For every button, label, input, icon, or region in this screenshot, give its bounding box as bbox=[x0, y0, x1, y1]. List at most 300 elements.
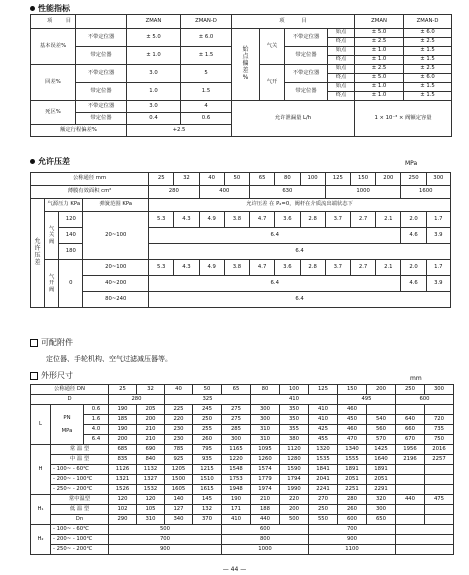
cell: 1615 bbox=[193, 485, 222, 495]
cell: 1555 bbox=[338, 455, 367, 465]
cell: 280 bbox=[109, 395, 165, 405]
cell: 1000 bbox=[222, 545, 309, 555]
cell: L bbox=[31, 405, 51, 445]
cell: 200 bbox=[280, 505, 309, 515]
cell: 685 bbox=[109, 445, 137, 455]
cell bbox=[367, 405, 396, 415]
cell: 4.9 bbox=[199, 212, 224, 228]
cell: 900 bbox=[309, 535, 396, 545]
cell: 1215 bbox=[193, 465, 222, 475]
cell: 回差% bbox=[31, 65, 76, 101]
cell: 900 bbox=[109, 545, 222, 555]
cell: 200 bbox=[367, 385, 396, 395]
cell: 380 bbox=[280, 435, 309, 445]
cell: 1.0 bbox=[127, 83, 181, 101]
cell: ± 2.5 bbox=[355, 38, 404, 47]
cell: 4.6 bbox=[401, 228, 426, 244]
cell: 5.3 bbox=[149, 260, 174, 276]
cell: 带定位器 bbox=[76, 83, 127, 101]
cell bbox=[396, 485, 425, 495]
cell bbox=[425, 465, 454, 475]
cell: 80 bbox=[275, 173, 300, 186]
cell: 1956 bbox=[396, 445, 425, 455]
cell bbox=[396, 405, 425, 415]
cell: ± 1.0 bbox=[355, 56, 404, 65]
cell: ± 6.0 bbox=[404, 74, 452, 83]
cell: 200 bbox=[137, 415, 165, 425]
cell bbox=[425, 405, 454, 415]
cell: 不带定位器 bbox=[285, 29, 328, 47]
cell: 2196 bbox=[396, 455, 425, 465]
cell: 3.6 bbox=[275, 212, 300, 228]
cell: 80~240 bbox=[83, 292, 149, 308]
pressure-table bbox=[30, 172, 451, 308]
cell: 255 bbox=[193, 425, 222, 435]
cell: ± 6.0 bbox=[181, 29, 232, 47]
cell: 250 bbox=[309, 505, 338, 515]
cell: 2016 bbox=[425, 445, 454, 455]
dp-area-label: 薄膜有效面积 cm² bbox=[31, 186, 149, 199]
cell: 2.7 bbox=[350, 260, 375, 276]
cell: 260 bbox=[193, 435, 222, 445]
cell: 275 bbox=[222, 405, 251, 415]
cell: 280 bbox=[338, 495, 367, 505]
cell: 4.9 bbox=[199, 260, 224, 276]
cell: 0.4 bbox=[127, 113, 181, 125]
cell: 145 bbox=[193, 495, 222, 505]
cell: Dn bbox=[51, 515, 109, 525]
cell: 300 bbox=[426, 173, 450, 186]
cell: 5 bbox=[181, 65, 232, 83]
cell: 250 bbox=[396, 385, 425, 395]
cell: 1000 bbox=[325, 186, 401, 199]
cell: 185 bbox=[109, 415, 137, 425]
cell: 460 bbox=[338, 425, 367, 435]
cell: 1794 bbox=[280, 475, 309, 485]
cell: 310 bbox=[251, 435, 280, 445]
cell: 220 bbox=[280, 495, 309, 505]
cell: 1425 bbox=[367, 445, 396, 455]
cell: 127 bbox=[165, 505, 193, 515]
cell: ± 2.5 bbox=[404, 38, 452, 47]
cell: 2.0 bbox=[401, 260, 426, 276]
cell: 1500 bbox=[165, 475, 193, 485]
cell: 2.0 bbox=[401, 212, 426, 228]
cell: 始点 bbox=[328, 65, 355, 74]
cell: 350 bbox=[280, 415, 309, 425]
cell: 670 bbox=[396, 435, 425, 445]
cell: 325 bbox=[165, 395, 251, 405]
dp-unit: MPa bbox=[405, 160, 418, 167]
cell bbox=[396, 515, 425, 525]
cell: 190 bbox=[109, 425, 137, 435]
dimension-table bbox=[30, 384, 454, 555]
cell: 1.5 bbox=[181, 83, 232, 101]
cell: 450 bbox=[338, 415, 367, 425]
cell: ± 1.5 bbox=[404, 47, 452, 56]
cell: 270 bbox=[309, 495, 338, 505]
cell: H₂ bbox=[31, 525, 51, 555]
cell: 1321 bbox=[109, 475, 137, 485]
cell: 50 bbox=[193, 385, 222, 395]
cell: 100 bbox=[300, 173, 325, 186]
cell: 600 bbox=[338, 515, 367, 525]
square-icon bbox=[30, 339, 38, 347]
cell: 1260 bbox=[251, 455, 280, 465]
cell: 795 bbox=[193, 445, 222, 455]
cell: 150 bbox=[350, 173, 375, 186]
cell: 310 bbox=[137, 515, 165, 525]
cell: 925 bbox=[165, 455, 193, 465]
cell: 40~200 bbox=[83, 276, 149, 292]
bullet-icon bbox=[30, 6, 35, 11]
cell: 1.6 bbox=[84, 415, 109, 425]
cell: 785 bbox=[165, 445, 193, 455]
cell: 300 bbox=[222, 435, 251, 445]
cell: ± 1.5 bbox=[181, 47, 232, 65]
square-icon bbox=[30, 372, 38, 380]
cell: 气开 bbox=[260, 65, 285, 101]
cell: 355 bbox=[280, 425, 309, 435]
cell: 3.7 bbox=[325, 212, 350, 228]
cell: 300 bbox=[367, 505, 396, 515]
cell: 2051 bbox=[338, 475, 367, 485]
cell: 50 bbox=[224, 173, 249, 186]
cell: 终点 bbox=[328, 74, 355, 83]
cell: 188 bbox=[251, 505, 280, 515]
cell: 220 bbox=[165, 415, 193, 425]
cell: 475 bbox=[425, 495, 454, 505]
cell: ± 1.5 bbox=[404, 83, 452, 92]
cell: - 250~ - 200℃ bbox=[51, 485, 109, 495]
cell: 1165 bbox=[222, 445, 251, 455]
cell: 不带定位器 bbox=[76, 29, 127, 47]
cell: 1510 bbox=[193, 475, 222, 485]
cell: 40 bbox=[199, 173, 224, 186]
cell: 1990 bbox=[280, 485, 309, 495]
cell: 65 bbox=[250, 173, 275, 186]
cell: D bbox=[31, 395, 109, 405]
cell: 835 bbox=[109, 455, 137, 465]
cell: 气源压力 KPa bbox=[45, 199, 83, 212]
cell: ± 1.0 bbox=[127, 47, 181, 65]
cell: 455 bbox=[309, 435, 338, 445]
cell: 310 bbox=[251, 425, 280, 435]
cell: 死区% bbox=[31, 101, 76, 125]
cell: ± 1.0 bbox=[355, 92, 404, 101]
cell: 1.7 bbox=[426, 260, 450, 276]
cell bbox=[425, 475, 454, 485]
cell: 560 bbox=[367, 425, 396, 435]
dp-note: 允许压差 在 P₂=0，阀杆在介质流出端状态下 bbox=[149, 199, 451, 212]
cell: 300 bbox=[251, 415, 280, 425]
cell: 0.6 bbox=[181, 113, 232, 125]
cell: 660 bbox=[396, 425, 425, 435]
cell: 500 bbox=[280, 515, 309, 525]
cell: 280 bbox=[149, 186, 199, 199]
cell: 0.6 bbox=[84, 405, 109, 415]
cell: 250 bbox=[193, 415, 222, 425]
cell: +2.5 bbox=[127, 125, 232, 137]
cell: 285 bbox=[222, 425, 251, 435]
cell: 1974 bbox=[251, 485, 280, 495]
cell: 4.7 bbox=[250, 212, 275, 228]
cell: 3.8 bbox=[224, 212, 249, 228]
perf-h-zmand2: ZMAN-D bbox=[404, 15, 452, 29]
cell: 弹簧范围 KPa bbox=[83, 199, 149, 212]
cell: 基本误差% bbox=[31, 29, 76, 65]
cell: 2257 bbox=[425, 455, 454, 465]
cell: 400 bbox=[199, 186, 249, 199]
cell: 370 bbox=[193, 515, 222, 525]
cell: 290 bbox=[109, 515, 137, 525]
cell: 1841 bbox=[309, 465, 338, 475]
cell: 5.3 bbox=[149, 212, 174, 228]
cell: 1535 bbox=[309, 455, 338, 465]
cell: H bbox=[31, 445, 51, 495]
cell: ± 1.5 bbox=[404, 92, 452, 101]
cell: 205 bbox=[137, 405, 165, 415]
cell: 1605 bbox=[165, 485, 193, 495]
acc-text: 定位器、手轮机构、空气过滤减压器等。 bbox=[46, 355, 172, 363]
cell: 440 bbox=[251, 515, 280, 525]
cell: ± 5.0 bbox=[355, 74, 404, 83]
cell: 带定位器 bbox=[285, 47, 328, 65]
cell: 终点 bbox=[328, 38, 355, 47]
cell: 350 bbox=[280, 405, 309, 415]
cell: 800 bbox=[222, 535, 309, 545]
cell: 275 bbox=[222, 415, 251, 425]
cell: ± 2.5 bbox=[404, 65, 452, 74]
dim-unit: mm bbox=[410, 375, 422, 382]
cell: 6.4 bbox=[84, 435, 109, 445]
perf-h-zman: ZMAN bbox=[127, 15, 181, 29]
cell: H₁ bbox=[31, 495, 51, 525]
cell: ± 5.0 bbox=[355, 29, 404, 38]
cell: 690 bbox=[137, 445, 165, 455]
cell: 25 bbox=[149, 173, 174, 186]
cell: 410 bbox=[309, 415, 338, 425]
cell: 1280 bbox=[280, 455, 309, 465]
cell: - 250~ - 200℃ bbox=[51, 545, 109, 555]
cell: - 200~ - 100℃ bbox=[51, 475, 109, 485]
cell: - 100~ - 60℃ bbox=[51, 525, 109, 535]
cell bbox=[396, 545, 454, 555]
cell: 495 bbox=[338, 395, 396, 405]
cell: 6.4 bbox=[149, 292, 451, 308]
cell: 210 bbox=[137, 425, 165, 435]
cell: 终点 bbox=[328, 92, 355, 101]
cell bbox=[425, 505, 454, 515]
cell: 2.8 bbox=[300, 212, 325, 228]
cell: 4 bbox=[181, 101, 232, 113]
cell: 0 bbox=[59, 260, 83, 308]
cell: 公称通径 DN bbox=[31, 385, 109, 395]
perf-h-zmand: ZMAN-D bbox=[181, 15, 232, 29]
bullet-icon bbox=[30, 159, 35, 164]
cell: 250 bbox=[401, 173, 426, 186]
cell: 1590 bbox=[280, 465, 309, 475]
cell: 3.9 bbox=[426, 276, 450, 292]
cell: 190 bbox=[109, 405, 137, 415]
cell: 4.6 bbox=[401, 276, 426, 292]
perf-h-zman2: ZMAN bbox=[355, 15, 404, 29]
cell: 320 bbox=[367, 495, 396, 505]
cell: ± 1.5 bbox=[404, 56, 452, 65]
cell: 3.0 bbox=[127, 65, 181, 83]
cell: 4.3 bbox=[174, 260, 199, 276]
cell: 带定位器 bbox=[76, 47, 127, 65]
cell: 200 bbox=[376, 173, 401, 186]
cell: 2291 bbox=[367, 485, 396, 495]
perf-h-blank bbox=[76, 15, 127, 29]
cell: 25 bbox=[109, 385, 137, 395]
cell: 230 bbox=[165, 425, 193, 435]
cell: 1532 bbox=[137, 485, 165, 495]
cell: 100 bbox=[280, 385, 309, 395]
cell: 6.4 bbox=[149, 228, 401, 244]
acc-title: 可配附件 bbox=[30, 337, 73, 348]
cell: 102 bbox=[109, 505, 137, 515]
cell: 1891 bbox=[338, 465, 367, 475]
cell: 125 bbox=[309, 385, 338, 395]
cell: 常 温 型 bbox=[51, 445, 109, 455]
cell: 150 bbox=[338, 385, 367, 395]
cell: ± 1.0 bbox=[355, 83, 404, 92]
cell bbox=[425, 515, 454, 525]
cell: 840 bbox=[137, 455, 165, 465]
cell: 1126 bbox=[109, 465, 137, 475]
cell: 32 bbox=[137, 385, 165, 395]
cell bbox=[396, 465, 425, 475]
cell: 40 bbox=[165, 385, 193, 395]
cell bbox=[425, 485, 454, 495]
performance-table bbox=[30, 14, 452, 137]
cell: 410 bbox=[251, 395, 338, 405]
cell: 180 bbox=[59, 244, 83, 260]
cell: 1948 bbox=[222, 485, 251, 495]
dim-title: 外形尺寸 bbox=[30, 370, 73, 381]
cell: 410 bbox=[222, 515, 251, 525]
cell: - 200~ - 100℃ bbox=[51, 535, 109, 545]
open-valve-label: 气 开 阀 bbox=[45, 260, 59, 308]
cell: 1.7 bbox=[426, 212, 450, 228]
cell: ± 1.0 bbox=[355, 47, 404, 56]
cell: 4.0 bbox=[84, 425, 109, 435]
cell: 3.0 bbox=[127, 101, 181, 113]
cell: 3.9 bbox=[426, 228, 450, 244]
close-valve-label: 气 关 阀 bbox=[45, 212, 59, 260]
cell: 225 bbox=[165, 405, 193, 415]
cell bbox=[396, 475, 425, 485]
cell: 始点 bbox=[328, 47, 355, 56]
cell: 650 bbox=[367, 515, 396, 525]
cell: ± 6.0 bbox=[404, 29, 452, 38]
cell: 1891 bbox=[367, 465, 396, 475]
cell: 不带定位器 bbox=[76, 101, 127, 113]
cell: 600 bbox=[396, 395, 454, 405]
cell: 120 bbox=[137, 495, 165, 505]
cell: 570 bbox=[367, 435, 396, 445]
page-number: — 44 — bbox=[222, 566, 247, 573]
cell: 2.1 bbox=[376, 260, 401, 276]
cell: 440 bbox=[396, 495, 425, 505]
cell: 1327 bbox=[137, 475, 165, 485]
dp-title: 允许压差 bbox=[30, 156, 70, 167]
cell: 720 bbox=[425, 415, 454, 425]
cell: 20~100 bbox=[83, 260, 149, 276]
cell: 3.8 bbox=[224, 260, 249, 276]
perf-title: 性能指标 bbox=[30, 3, 70, 14]
cell: 600 bbox=[222, 525, 309, 535]
cell: 750 bbox=[425, 435, 454, 445]
cell: 640 bbox=[396, 415, 425, 425]
cell: 1120 bbox=[280, 445, 309, 455]
cell: 260 bbox=[338, 505, 367, 515]
cell: 终点 bbox=[328, 56, 355, 65]
cell: 常中温型 bbox=[51, 495, 109, 505]
dp-dn-label: 公称通径 mm bbox=[31, 173, 149, 186]
cell: 140 bbox=[165, 495, 193, 505]
cell: 中 温 型 bbox=[51, 455, 109, 465]
cell: 700 bbox=[109, 535, 222, 545]
cell: 120 bbox=[109, 495, 137, 505]
cell: 1320 bbox=[309, 445, 338, 455]
cell bbox=[396, 505, 425, 515]
cell: ± 5.0 bbox=[127, 29, 181, 47]
cell: 2.1 bbox=[376, 212, 401, 228]
pn-label: PN MPa bbox=[51, 405, 84, 445]
leakage-value: 1 × 10⁻³ × 阀额定容量 bbox=[355, 101, 452, 137]
cell: 6.4 bbox=[149, 244, 451, 260]
cell: 190 bbox=[222, 495, 251, 505]
cell: 300 bbox=[251, 405, 280, 415]
cell: 132 bbox=[193, 505, 222, 515]
cell: 1340 bbox=[338, 445, 367, 455]
cell: 1526 bbox=[109, 485, 137, 495]
cell: 1220 bbox=[222, 455, 251, 465]
cell: 始点 bbox=[328, 29, 355, 38]
cell: 410 bbox=[309, 405, 338, 415]
perf-side-label: 始 点 偏 差 % bbox=[232, 29, 260, 101]
cell: 4.7 bbox=[250, 260, 275, 276]
cell: 735 bbox=[425, 425, 454, 435]
cell bbox=[396, 525, 454, 535]
cell: 210 bbox=[137, 435, 165, 445]
cell: 不带定位器 bbox=[285, 65, 328, 83]
cell: 245 bbox=[193, 405, 222, 415]
cell: 1548 bbox=[222, 465, 251, 475]
cell: 425 bbox=[309, 425, 338, 435]
cell: 32 bbox=[174, 173, 199, 186]
cell: 230 bbox=[165, 435, 193, 445]
cell: 1132 bbox=[137, 465, 165, 475]
cell: 1753 bbox=[222, 475, 251, 485]
dp-side-label: 允 许 压 差 bbox=[31, 199, 45, 308]
cell: 气关 bbox=[260, 29, 285, 65]
cell: 带定位器 bbox=[76, 113, 127, 125]
cell: 4.3 bbox=[174, 212, 199, 228]
cell: 额定行程偏差% bbox=[31, 125, 127, 137]
cell: 340 bbox=[165, 515, 193, 525]
cell: 470 bbox=[338, 435, 367, 445]
cell: 1100 bbox=[309, 545, 396, 555]
cell: 200 bbox=[109, 435, 137, 445]
cell: 550 bbox=[309, 515, 338, 525]
cell: 2251 bbox=[338, 485, 367, 495]
cell: 带定位器 bbox=[285, 83, 328, 101]
cell: 700 bbox=[309, 525, 396, 535]
